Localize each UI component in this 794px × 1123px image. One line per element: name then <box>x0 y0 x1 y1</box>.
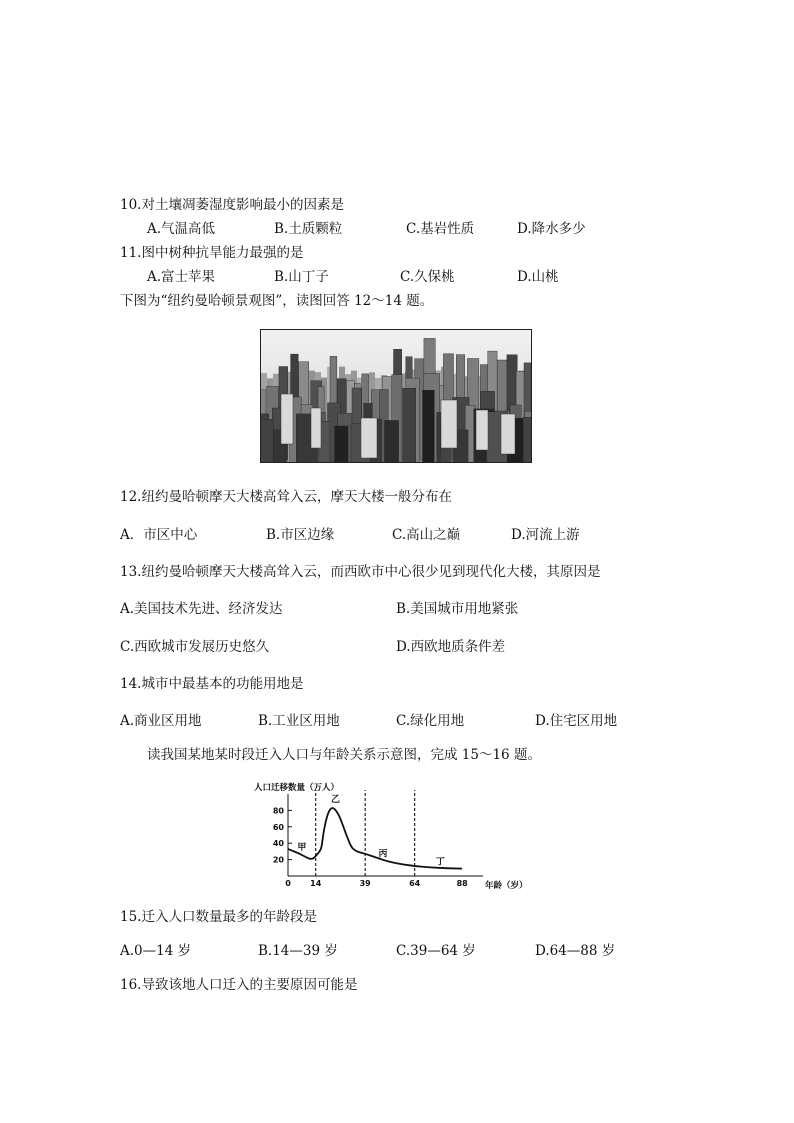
q15-option-d: D.64—88 岁 <box>535 943 616 959</box>
region-label: 乙 <box>330 795 341 806</box>
q14-option-a: A.商业区用地 <box>120 713 202 729</box>
q12-option-d: D.河流上游 <box>511 527 580 543</box>
q11-option-d: D.山桃 <box>517 269 559 285</box>
y-tick-label: 20 <box>272 855 284 865</box>
q11-option-a: A.富士苹果 <box>147 269 216 285</box>
y-tick-label: 40 <box>272 839 284 849</box>
chart-xlabel: 年龄（岁） <box>485 881 528 891</box>
q10-option-c: C.基岩性质 <box>406 221 475 237</box>
q11-stem: 11.图中树种抗旱能力最强的是 <box>120 245 304 261</box>
q10-option-a: A.气温高低 <box>147 221 216 237</box>
x-tick-label: 0 <box>285 879 291 888</box>
migration-age-chart <box>248 780 548 892</box>
intro-15-16: 读我国某地某时段迁入人口与年龄关系示意图，完成 15～16 题。 <box>147 747 541 763</box>
q14-option-c: C.绿化用地 <box>396 713 465 729</box>
region-label: 甲 <box>297 842 307 853</box>
q10-option-b: B.土质颗粒 <box>274 221 343 237</box>
manhattan-skyline-image <box>260 329 532 463</box>
q10-option-d: D.降水多少 <box>517 221 586 237</box>
q15-option-b: B.14—39 岁 <box>258 943 338 959</box>
q10-stem: 10.对土壤凋萎湿度影响最小的因素是 <box>120 197 344 213</box>
x-tick-label: 39 <box>359 879 371 888</box>
q13-option-a: A.美国技术先进、经济发达 <box>120 601 283 617</box>
q15-stem: 15.迁入人口数量最多的年龄段是 <box>120 909 317 925</box>
region-label: 丙 <box>378 849 388 860</box>
q14-stem: 14.城市中最基本的功能用地是 <box>120 676 304 692</box>
x-tick-label: 14 <box>310 879 322 888</box>
q12-stem: 12.纽约曼哈顿摩天大楼高耸入云，摩天大楼一般分布在 <box>120 489 452 505</box>
q11-option-c: C.久保桃 <box>400 269 455 285</box>
chart-ylabel: 人口迁移数量（万人） <box>254 783 340 793</box>
region-label: 丁 <box>435 857 445 868</box>
q13-option-c: C.西欧城市发展历史悠久 <box>120 639 270 655</box>
x-tick-label: 64 <box>409 879 421 888</box>
q14-option-d: D.住宅区用地 <box>535 713 618 729</box>
y-tick-label: 60 <box>272 822 284 832</box>
q12-option-b: B.市区边缘 <box>266 527 335 543</box>
q13-option-b: B.美国城市用地紧张 <box>396 601 519 617</box>
q16-stem: 16.导致该地人口迁入的主要原因可能是 <box>120 977 358 993</box>
q12-option-c: C.高山之巅 <box>392 527 461 543</box>
q13-stem: 13.纽约曼哈顿摩天大楼高耸入云，而西欧市中心很少见到现代化大楼，其原因是 <box>120 564 601 580</box>
q15-option-a: A.0—14 岁 <box>120 943 192 959</box>
q12-option-a: A．市区中心 <box>120 527 198 543</box>
y-tick-label: 80 <box>272 806 284 816</box>
intro-12-14: 下图为“纽约曼哈顿景观图”，读图回答 12～14 题。 <box>120 293 434 309</box>
q14-option-b: B.工业区用地 <box>258 713 340 729</box>
x-tick-label: 88 <box>456 879 468 888</box>
q11-option-b: B.山丁子 <box>274 269 329 285</box>
q15-option-c: C.39—64 岁 <box>396 943 476 959</box>
q13-option-d: D.西欧地质条件差 <box>396 639 506 655</box>
